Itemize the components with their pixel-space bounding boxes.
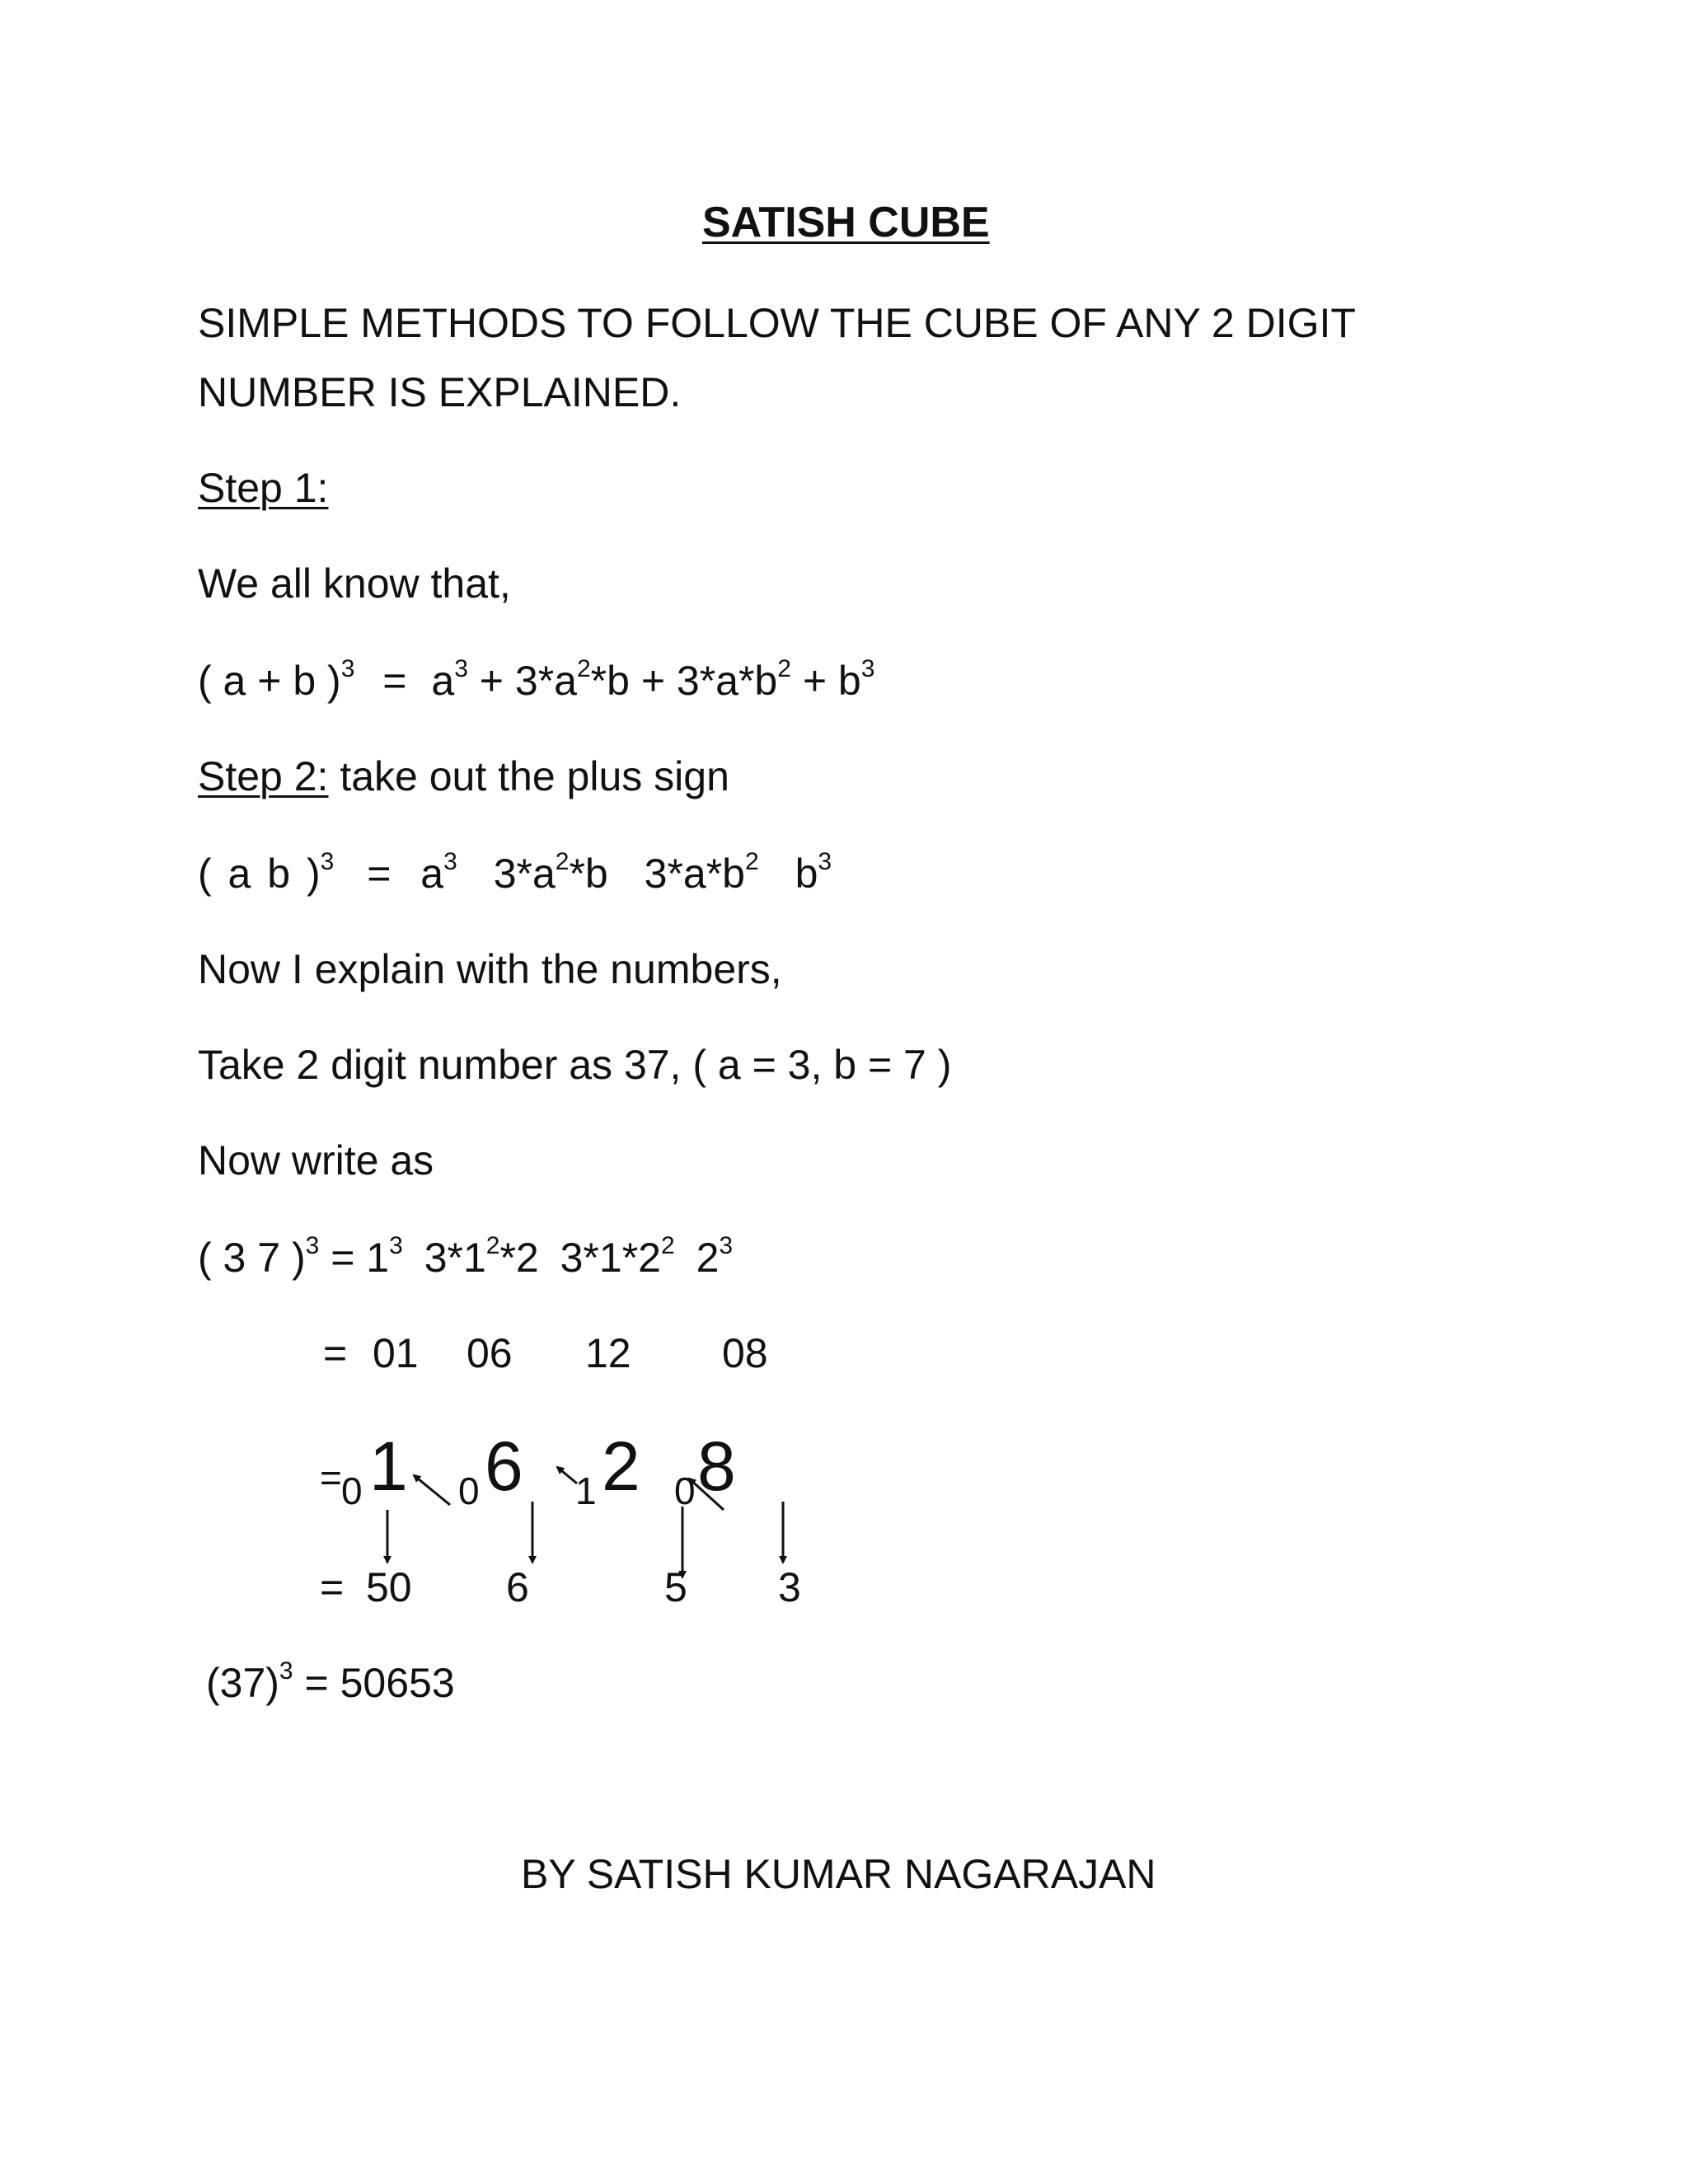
row1-equals: =	[323, 1330, 348, 1376]
row2-digit: 8	[697, 1427, 736, 1505]
step1-label: Step 1:	[198, 465, 329, 511]
carry-arrow-icon	[689, 1479, 724, 1510]
row1-value: 06	[467, 1330, 513, 1376]
formula-no-plus: ( a b )$^3 = a^3$ $3*a^2*b$ $3*a*b^2$ $b^3$	[198, 848, 832, 897]
row3-equals: =	[320, 1564, 345, 1610]
row3-value: 3	[778, 1564, 801, 1610]
row2-equals: =	[320, 1456, 342, 1499]
final-result: $(37)^3 = 50653$	[206, 1657, 455, 1706]
intro-line-2: NUMBER IS EXPLAINED.	[198, 369, 682, 415]
row2-digit: 1	[369, 1427, 408, 1505]
formula-numbers: ( 3 7 )$^3 = 1^3$ $3*1^2*2$ $3*1*2^2$ $2^3$	[198, 1232, 734, 1281]
intro-line-1: SIMPLE METHODS TO FOLLOW THE CUBE OF ANY 2 DIGIT	[198, 300, 1356, 346]
row2-digit: 2	[602, 1427, 640, 1505]
write-as-text: Now write as	[198, 1137, 434, 1183]
author-line: BY SATISH KUMAR NAGARAJAN	[521, 1851, 1156, 1897]
row3-value: 5	[664, 1564, 687, 1610]
step2-text: take out the plus sign	[328, 753, 729, 799]
take-number-text: Take 2 digit number as 37, ( a = 3, b = 7 )	[198, 1042, 952, 1088]
step2-label: Step 2:	[198, 753, 329, 799]
row1-value: 12	[585, 1330, 631, 1376]
step1-text: We all know that,	[198, 560, 511, 607]
row2-carry: 0	[341, 1469, 363, 1512]
row1-value: 01	[373, 1330, 419, 1376]
page-title: SATISH CUBE	[702, 199, 990, 246]
carry-arrow-icon	[414, 1475, 450, 1505]
row1-value: 08	[722, 1330, 768, 1376]
carry-arrow-icon	[557, 1467, 577, 1483]
formula-expanded: ( a + b )$^3 = a^3 + 3*a^2*b + 3*a*b^2 + b^3$	[198, 655, 875, 704]
row2-digit: 6	[485, 1427, 523, 1505]
row2-carry: 0	[458, 1469, 480, 1512]
explain-text: Now I explain with the numbers,	[198, 946, 782, 992]
row2-carry: 0	[674, 1469, 696, 1512]
row2-carry: 1	[575, 1469, 597, 1512]
row3-value: 50	[366, 1564, 412, 1610]
row3-value: 6	[506, 1564, 529, 1610]
